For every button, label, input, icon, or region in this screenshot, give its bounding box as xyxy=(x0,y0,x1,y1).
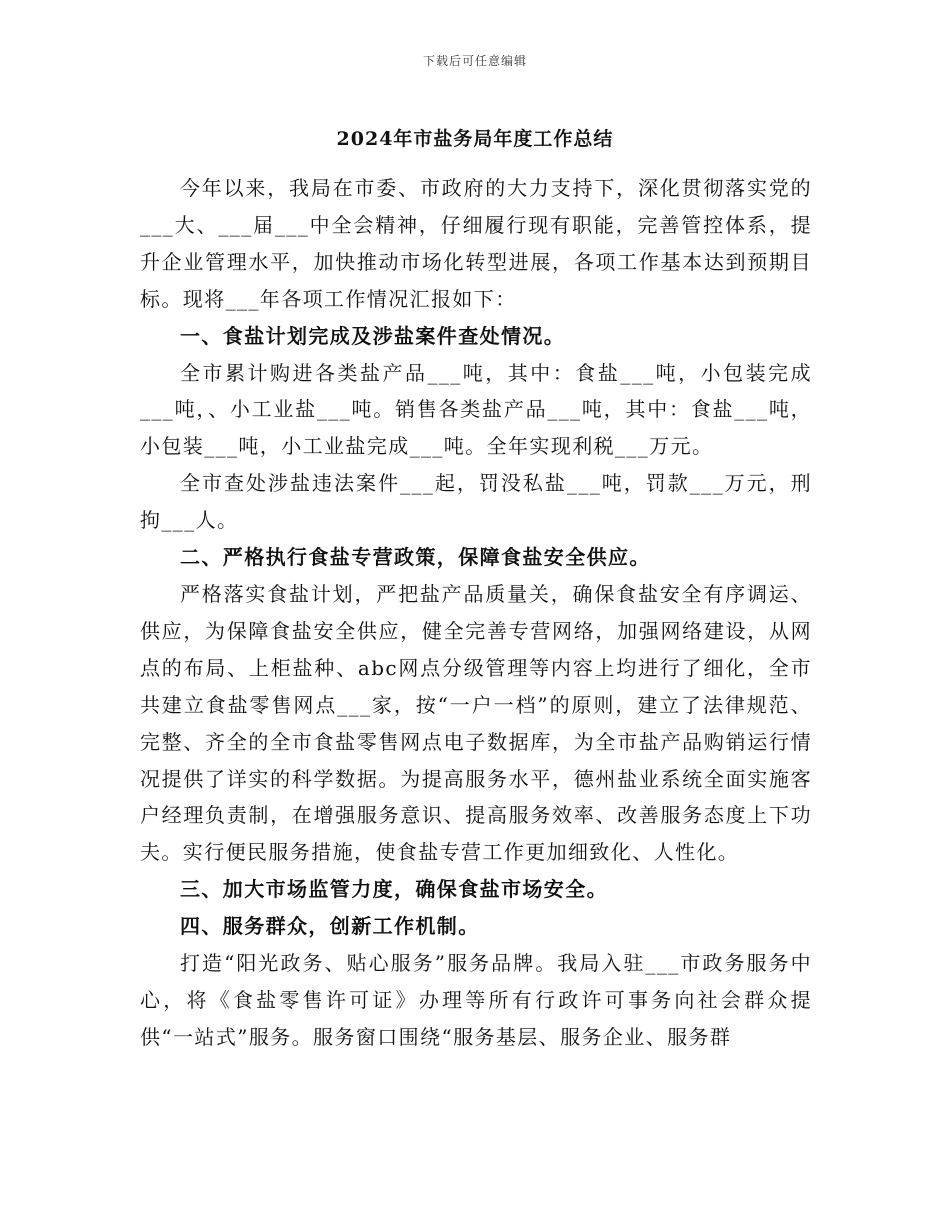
document-body xyxy=(140,170,812,1056)
section-heading-1: 一、食盐计划完成及涉盐案件查处情况。 xyxy=(180,323,566,348)
paragraph-service: 打造“阳光政务、贴心服务”服务品牌。我局入驻___市政务服务中心，将《食盐零售许可证》办理等所有行政许可事务向社会群众提供“一站式”服务。服务窗口围绕“服务基层、服务企业、服务群 xyxy=(140,951,812,1049)
section-heading-2: 二、严格执行食盐专营政策，保障食盐安全供应。 xyxy=(180,545,651,570)
document-title: 2024年市盐务局年度工作总结 xyxy=(336,128,614,150)
paragraph-salt-purchase: 全市累计购进各类盐产品___吨，其中：食盐___吨，小包装完成___吨，、小工业盐___吨。销售各类盐产品___吨，其中：食盐___吨，小包装___吨，小工业盐完成___吨。全年实现利税___万元。 xyxy=(140,360,812,459)
section-heading-3: 三、加大市场监管力度，确保食盐市场安全。 xyxy=(180,877,608,902)
paragraph-cases: 全市查处涉盐违法案件___起，罚没私盐___吨，罚款___万元，刑拘___人。 xyxy=(140,471,812,533)
header-note: 下载后可任意编辑 xyxy=(422,54,527,68)
paragraph-intro: 今年以来，我局在市委、市政府的大力支持下，深化贯彻落实党的___大、___届___中全会精神，仔细履行现有职能，完善管控体系，提升企业管理水平，加快推动市场化转型进展，各项工作基本达到预期目标。现将___年各项工作情况汇报如下： xyxy=(140,176,812,311)
paragraph-supply: 严格落实食盐计划，严把盐产品质量关，确保食盐安全有序调运、供应，为保障食盐安全供应，健全完善专营网络，加强网络建设，从网点的布局、上柜盐种、abc网点分级管理等内容上均进行了细化，全市共建立食盐零售网点___家，按“一户一档”的原则，建立了法律规范、完整、齐全的全市食盐零售网点电子数据库，为全市盐产品购销运行情况提供了详实的科学数据。为提高服务水平，德州盐业系统全面实施客户经理负责制，在增强服务意识、提高服务效率、改善服务态度上下功夫。实行便民服务措施，使食盐专营工作更加细致化、人性化。 xyxy=(140,581,812,865)
section-heading-4: 四、服务群众，创新工作机制。 xyxy=(180,914,480,939)
